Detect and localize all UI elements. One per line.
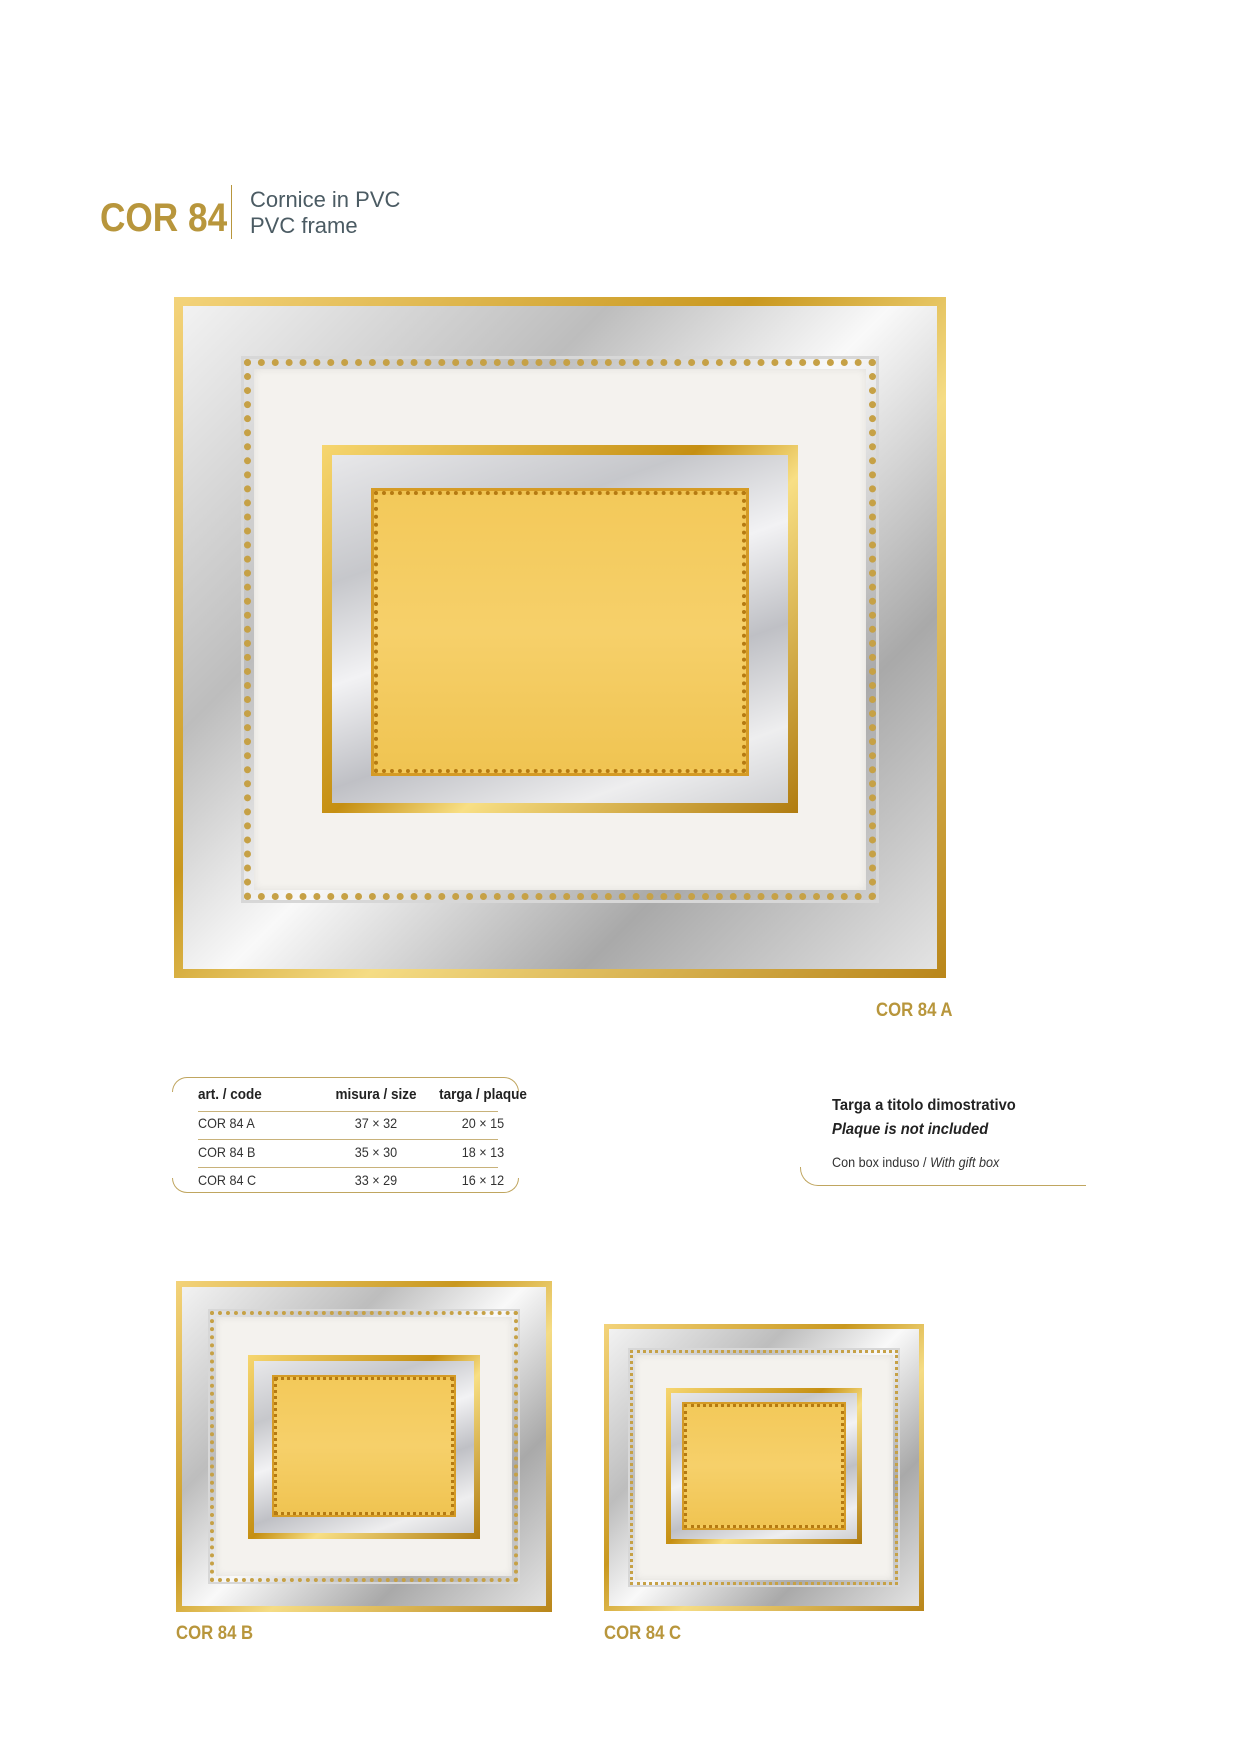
note-demo-plaque: Targa a titolo dimostrativo — [832, 1097, 1016, 1114]
cell-size: 35 × 30 — [354, 1144, 398, 1160]
cell-plaque: 16 × 12 — [461, 1172, 505, 1188]
cell-size: 33 × 29 — [354, 1172, 398, 1188]
table-bracket-bottom — [172, 1178, 519, 1193]
product-code-title: COR 84 — [100, 196, 228, 240]
cell-plaque: 20 × 15 — [461, 1115, 505, 1131]
cell-plaque: 18 × 13 — [461, 1144, 505, 1160]
caption-cor84a: COR 84 A — [876, 1000, 953, 1021]
subtitle-english: PVC frame — [250, 213, 358, 238]
cell-code: COR 84 C — [198, 1172, 257, 1188]
table-row — [176, 1139, 512, 1168]
note-plaque-not-included: Plaque is not included — [832, 1121, 989, 1138]
note-underline — [800, 1167, 1086, 1186]
header-plaque: targa / plaque — [439, 1086, 527, 1103]
caption-cor84b: COR 84 B — [176, 1623, 254, 1644]
frame-image-cor84a — [174, 297, 946, 978]
cell-size: 37 × 32 — [354, 1115, 398, 1131]
header-size: misura / size — [335, 1086, 417, 1103]
table-row — [176, 1110, 512, 1139]
header-code: art. / code — [198, 1086, 262, 1103]
cell-code: COR 84 B — [198, 1144, 256, 1160]
note-gift-box-en: With gift box — [930, 1154, 1000, 1170]
caption-cor84c: COR 84 C — [604, 1623, 682, 1644]
subtitle-italian: Cornice in PVC — [250, 187, 401, 212]
note-gift-box-it: Con box induso / — [832, 1154, 931, 1170]
title-divider — [231, 185, 232, 239]
cell-code: COR 84 A — [198, 1115, 255, 1131]
frame-image-cor84c — [604, 1324, 924, 1611]
table-header-row — [176, 1081, 527, 1110]
frame-image-cor84b — [176, 1281, 552, 1612]
